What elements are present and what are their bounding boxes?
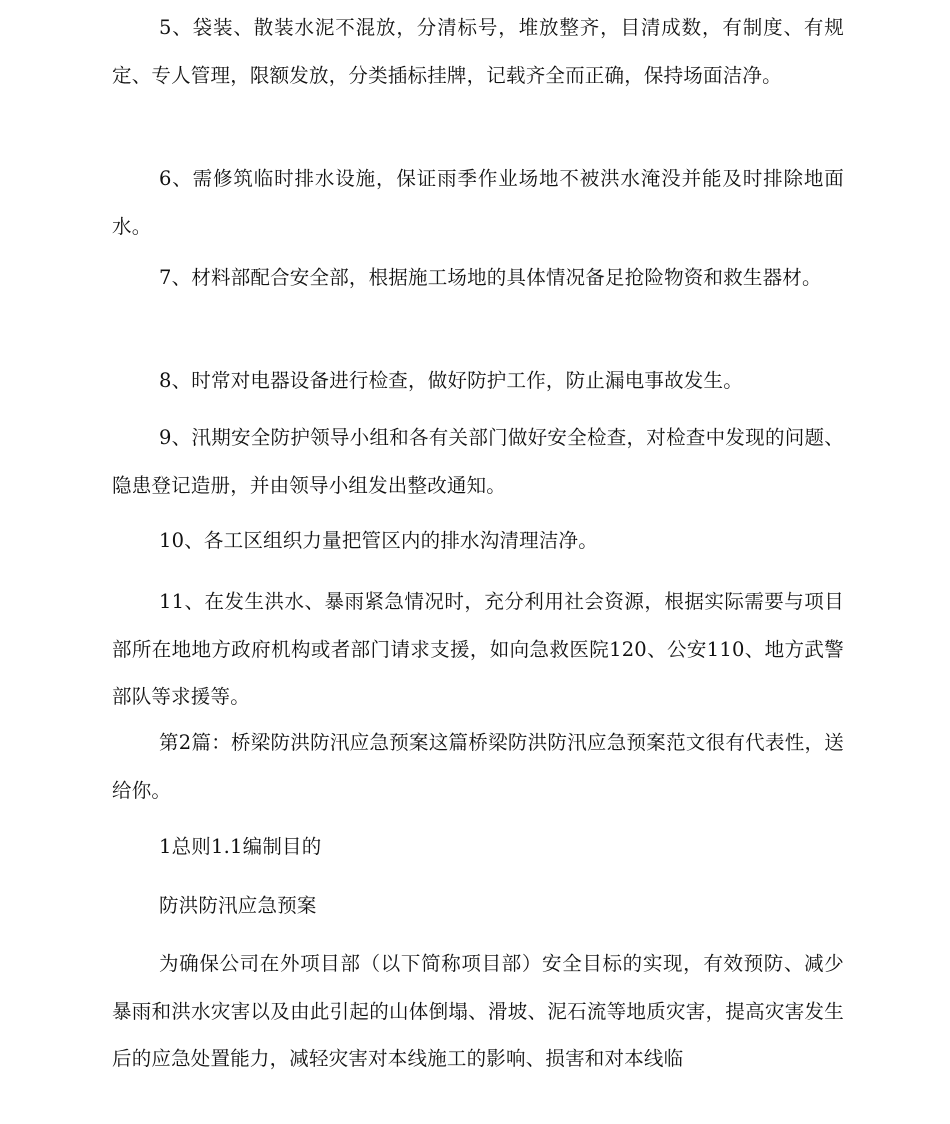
subsection-title: 防洪防汛应急预案 [159, 894, 317, 917]
paragraph-chapter-2: 第2篇：桥梁防洪防汛应急预案这篇桥梁防洪防汛应急预案范文很有代表性，送给你。 [112, 731, 844, 802]
paragraph-item-9: 9、汛期安全防护领导小组和各有关部门做好安全检查，对检查中发现的问题、隐患登记造册，并由领导小组发出整改通知。 [112, 426, 844, 497]
paragraph-item-5: 5、袋装、散装水泥不混放，分清标号，堆放整齐，目清成数，有制度、有规定、专人管理，限额发放，分类插标挂牌，记载齐全而正确，保持场面洁净。 [112, 16, 844, 87]
paragraph-item-8: 8、时常对电器设备进行检查，做好防护工作，防止漏电事故发生。 [159, 369, 743, 392]
paragraph-purpose: 为确保公司在外项目部（以下简称项目部）安全目标的实现，有效预防、减少暴雨和洪水灾害以及由此引起的山体倒塌、滑坡、泥石流等地质灾害，提高灾害发生后的应急处置能力，减轻灾害对本线施工的影响、损害和对本线临 [112, 952, 844, 1070]
paragraph-item-11: 11、在发生洪水、暴雨紧急情况时，充分利用社会资源，根据实际需要与项目部所在地地方政府机构或者部门请求支援，如向急救医院120、公安110、地方武警部队等求援等。 [112, 590, 844, 708]
paragraph-item-7: 7、材料部配合安全部，根据施工场地的具体情况备足抢险物资和救生器材。 [159, 266, 822, 289]
section-heading: 1总则1.1编制目的 [159, 835, 322, 858]
paragraph-item-6: 6、需修筑临时排水设施，保证雨季作业场地不被洪水淹没并能及时排除地面水。 [112, 167, 844, 238]
paragraph-item-10: 10、各工区组织力量把管区内的排水沟清理洁净。 [159, 529, 598, 552]
